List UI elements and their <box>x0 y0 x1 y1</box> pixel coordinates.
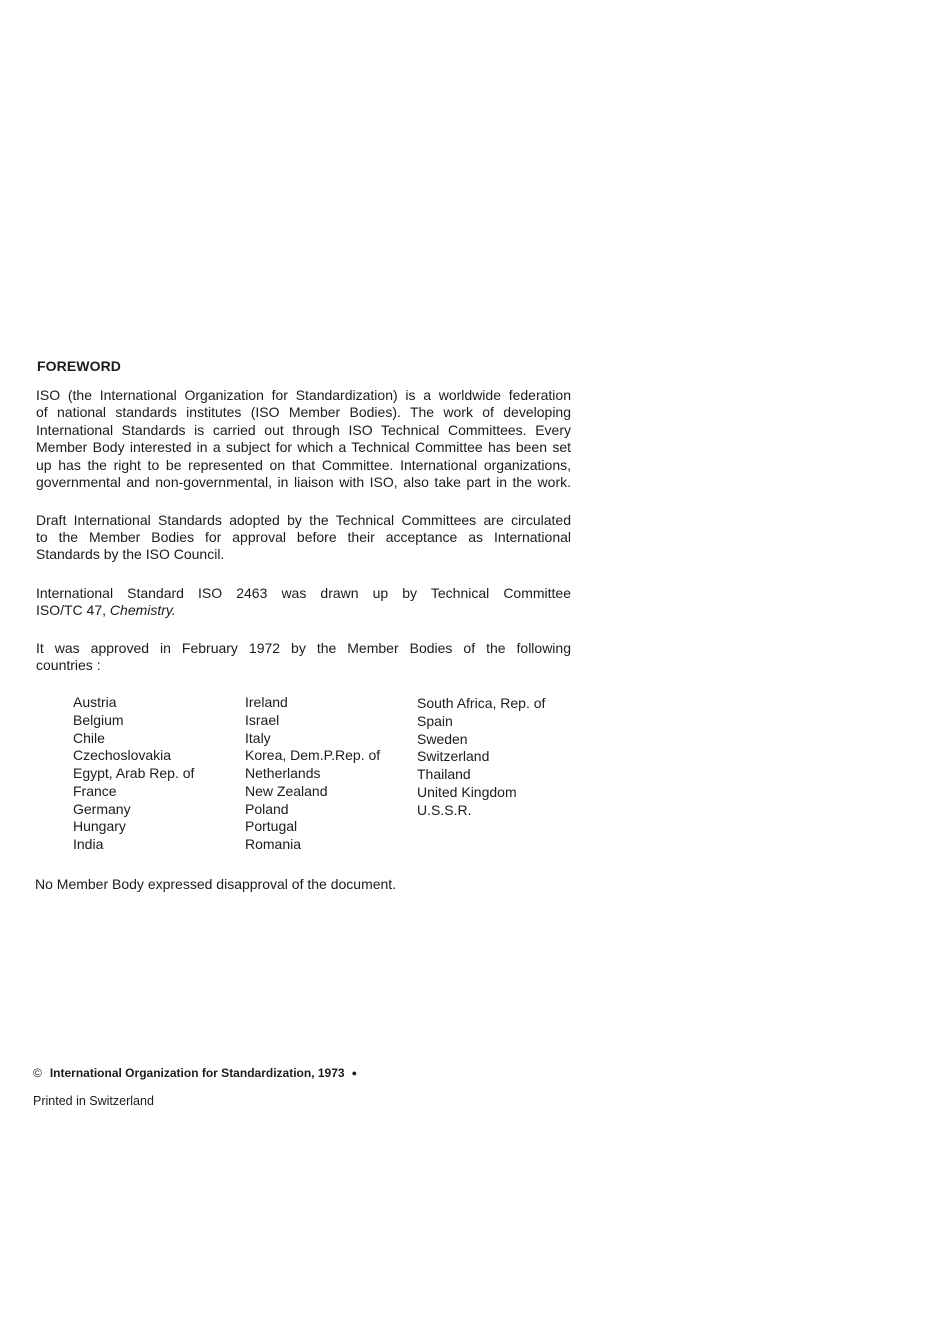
country-column-1 <box>73 694 194 854</box>
country-item: Portugal <box>245 818 298 835</box>
country-item: Thailand <box>417 766 471 782</box>
country-item: India <box>73 836 104 852</box>
country-column-2 <box>245 694 380 854</box>
paragraph-line: governmental and non-governmental, in liaison with ISO, also take part in the work. <box>36 474 571 491</box>
paragraph-line <box>36 602 571 619</box>
country-item: Ireland <box>245 694 288 710</box>
paragraph-line: Draft International Standards adopted by the Technical Committees are circulated <box>36 512 571 528</box>
foreword-paragraph-3 <box>36 585 571 618</box>
foreword-paragraph-2 <box>36 512 571 563</box>
country-item: New Zealand <box>245 782 328 799</box>
paragraph-line: ISO (the International Organization for Standardization) is a worldwide federation <box>36 387 571 403</box>
country-item: Romania <box>245 836 302 852</box>
closing-statement: No Member Body expressed disapproval of the document. <box>35 876 397 892</box>
paragraph-line: It was approved in February 1972 by the Member Bodies of the following <box>36 640 571 656</box>
country-item: Sweden <box>417 730 468 747</box>
country-item: Italy <box>245 729 271 746</box>
paragraph-line: Member Body interested in a subject for which a Technical Committee has been set <box>36 439 571 456</box>
country-item: Germany <box>73 800 131 817</box>
country-item: Austria <box>73 694 117 710</box>
country-item: France <box>73 782 117 799</box>
paragraph-line: International Standard ISO 2463 was drawn up by Technical Committee <box>36 585 571 601</box>
country-item: Korea, Dem.P.Rep. of <box>245 747 381 764</box>
paragraph-line: up has the right to be represented on that Committee. International organizations, <box>36 456 571 473</box>
bullet-mark: ● <box>351 1068 357 1078</box>
paragraph-line: countries : <box>36 656 101 673</box>
country-item: Spain <box>417 712 453 729</box>
country-item: Hungary <box>73 818 126 835</box>
committee-reference: ISO/TC 47, <box>36 601 107 618</box>
country-item: Egypt, Arab Rep. of <box>73 765 195 781</box>
copyright-notice <box>33 1065 357 1081</box>
country-item: U.S.S.R. <box>417 801 472 818</box>
copyright-symbol: © <box>33 1066 42 1080</box>
country-item: Chile <box>73 729 105 746</box>
paragraph-line: Standards by the ISO Council. <box>36 546 225 562</box>
foreword-paragraph-4 <box>36 640 571 673</box>
country-column-3 <box>417 695 545 819</box>
paragraph-line: to the Member Bodies for approval before their acceptance as International <box>36 529 571 545</box>
country-item: Israel <box>245 711 280 728</box>
printer-note: Printed in Switzerland <box>33 1094 154 1108</box>
country-item: Belgium <box>73 711 124 728</box>
country-item: United Kingdom <box>417 783 517 800</box>
country-item: South Africa, Rep. of <box>417 695 546 711</box>
paragraph-line: International Standards is carried out through ISO Technical Committees. Every <box>36 421 571 438</box>
copyright-text: International Organization for Standardization, 1973 <box>49 1066 345 1080</box>
paragraph-line: of national standards institutes (ISO Member Bodies). The work of developing <box>36 404 571 421</box>
country-item: Poland <box>245 800 289 817</box>
country-item: Czechoslovakia <box>73 747 172 764</box>
foreword-heading: FOREWORD <box>37 358 122 374</box>
committee-name: Chemistry. <box>109 601 176 618</box>
country-item: Netherlands <box>245 765 321 781</box>
country-item: Switzerland <box>417 748 490 765</box>
foreword-paragraph-1 <box>36 387 571 491</box>
